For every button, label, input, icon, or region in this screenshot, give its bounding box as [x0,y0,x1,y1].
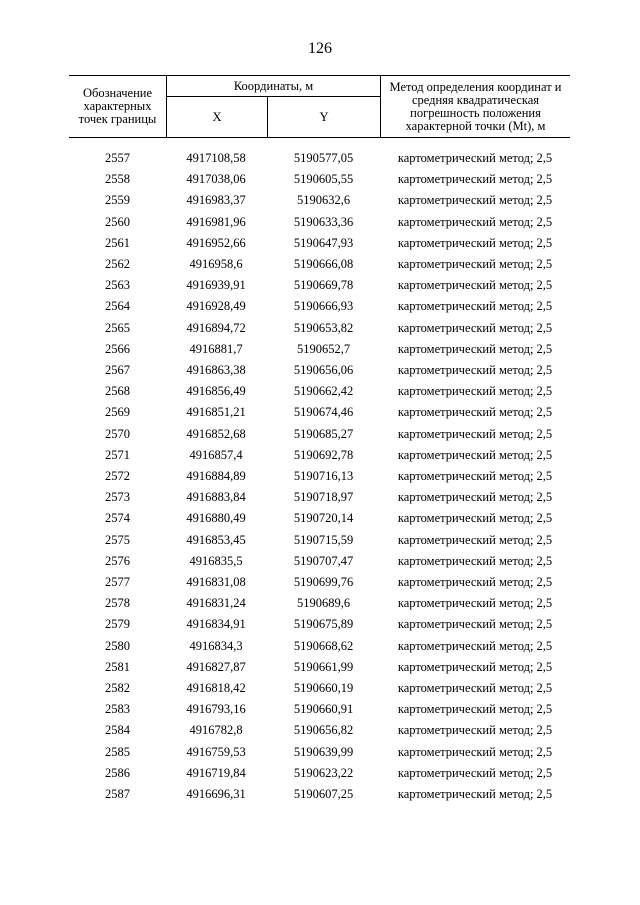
table-row [0,212,640,233]
table-row [0,593,640,614]
point-id-cell: 2571 [105,447,130,462]
table-row [0,254,640,275]
method-cell: картометрический метод; 2,5 [397,511,553,526]
x-coordinate-cell: 4916793,16 [186,702,246,717]
method-cell: картометрический метод; 2,5 [397,447,553,462]
point-id-cell: 2578 [105,596,130,611]
header-divider [166,76,167,137]
y-coordinate-cell: 5190707,47 [293,553,354,568]
y-coordinate-cell: 5190647,93 [293,235,354,250]
point-id-cell: 2557 [105,151,130,165]
y-coordinate-cell: 5190653,82 [293,320,354,335]
x-coordinate-cell: 4916983,37 [186,193,246,208]
method-cell: картометрический метод; 2,5 [397,723,553,738]
table-row [0,466,640,487]
method-cell: картометрический метод; 2,5 [397,257,553,271]
point-id-cell: 2584 [105,723,130,738]
table-row [0,678,640,699]
y-coordinate-cell: 5190605,55 [293,172,354,187]
x-coordinate-cell: 4916880,49 [186,511,246,526]
y-coordinate-cell: 5190577,05 [293,151,354,165]
table-row [0,742,640,763]
table-row [0,487,640,508]
point-id-cell: 2572 [105,469,130,483]
y-coordinate-cell: 5190669,78 [293,278,354,293]
point-id-cell: 2563 [105,278,130,293]
table-row [0,699,640,720]
point-id-cell: 2574 [105,511,130,526]
page-number: 126 [308,40,332,57]
x-coordinate-cell: 4916928,49 [186,299,246,314]
point-id-cell: 2569 [105,405,130,420]
y-coordinate-cell: 5190692,78 [293,447,354,462]
x-coordinate-cell: 4916958,6 [189,257,243,271]
method-cell: картометрический метод; 2,5 [397,426,553,441]
x-coordinate-cell: 4917108,58 [186,151,246,165]
table-row [0,402,640,423]
x-coordinate-cell: 4916851,21 [186,405,246,420]
method-cell: картометрический метод; 2,5 [397,341,553,356]
point-id-cell: 2564 [105,299,130,314]
point-id-cell: 2579 [105,617,130,632]
y-coordinate-cell: 5190718,97 [293,490,354,505]
table-row [0,339,640,360]
method-cell: картометрический метод; 2,5 [397,617,553,632]
method-cell: картометрический метод; 2,5 [397,151,553,165]
y-coordinate-cell: 5190623,22 [293,765,354,780]
x-coordinate-cell: 4916835,5 [189,553,243,568]
x-coordinate-cell: 4916782,8 [189,723,243,738]
x-coordinate-cell: 4916853,45 [186,532,246,547]
table-row [0,720,640,741]
x-coordinate-cell: 4916856,49 [186,384,246,399]
method-cell: картометрический метод; 2,5 [397,532,553,547]
point-id-cell: 2583 [105,702,130,717]
method-cell: картометрический метод; 2,5 [397,172,553,187]
method-cell: картометрический метод; 2,5 [397,235,553,250]
header-point-designation: Обозначение характерных точек границы [78,86,157,126]
y-coordinate-cell: 5190607,25 [293,787,354,801]
method-cell: картометрический метод; 2,5 [397,299,553,314]
table-row [0,233,640,254]
x-coordinate-cell: 4916696,31 [186,787,246,801]
x-coordinate-cell: 4916852,68 [186,426,246,441]
method-cell: картометрический метод; 2,5 [397,363,553,377]
x-coordinate-cell: 4916884,89 [186,469,246,483]
x-coordinate-cell: 4916719,84 [186,765,246,780]
x-coordinate-cell: 4916939,91 [186,278,246,293]
y-coordinate-cell: 5190632,6 [296,193,351,208]
point-id-cell: 2587 [105,787,130,801]
y-coordinate-cell: 5190639,99 [293,744,354,759]
x-coordinate-cell: 4916981,96 [186,214,246,229]
table-row [0,360,640,381]
x-coordinate-cell: 4916883,84 [186,490,246,505]
point-id-cell: 2586 [105,765,130,780]
y-coordinate-cell: 5190668,62 [293,638,354,653]
method-cell: картометрический метод; 2,5 [397,765,553,780]
x-coordinate-cell: 4916834,3 [189,638,243,653]
y-coordinate-cell: 5190720,14 [293,511,354,526]
x-coordinate-cell: 4916881,7 [189,341,243,356]
y-coordinate-cell: 5190661,99 [293,659,354,674]
point-id-cell: 2568 [105,384,130,399]
x-coordinate-cell: 4916831,24 [186,596,246,611]
y-coordinate-cell: 5190660,91 [293,702,354,717]
header-method: Метод определения координат и средняя квадратическая погрешность положения характерной точки (Mt), м [389,79,562,133]
method-cell: картометрический метод; 2,5 [397,638,553,653]
point-id-cell: 2576 [105,553,130,568]
x-coordinate-cell: 4916759,53 [186,744,246,759]
method-cell: картометрический метод; 2,5 [397,575,553,589]
header-divider [267,96,268,137]
header-divider [167,96,380,97]
table-row [0,275,640,296]
method-cell: картометрический метод; 2,5 [397,469,553,483]
table-row [0,381,640,402]
table-row [0,190,640,211]
method-cell: картометрический метод; 2,5 [397,553,553,568]
method-cell: картометрический метод; 2,5 [397,681,553,695]
table-row [0,508,640,529]
y-coordinate-cell: 5190685,27 [293,426,354,441]
method-cell: картометрический метод; 2,5 [397,744,553,759]
y-coordinate-cell: 5190656,82 [293,723,354,738]
method-cell: картометрический метод; 2,5 [397,214,553,229]
table-row [0,148,640,169]
method-cell: картометрический метод; 2,5 [397,278,553,293]
point-id-cell: 2580 [105,638,130,653]
x-coordinate-cell: 4916827,87 [186,659,246,674]
method-cell: картометрический метод; 2,5 [397,787,553,801]
y-coordinate-cell: 5190656,06 [293,363,354,377]
x-coordinate-cell: 4916818,42 [186,681,246,695]
point-id-cell: 2562 [105,257,130,271]
y-coordinate-cell: 5190716,13 [293,469,354,483]
y-coordinate-cell: 5190689,6 [296,596,351,611]
table-row [0,763,640,784]
point-id-cell: 2575 [105,532,130,547]
x-coordinate-cell: 4916857,4 [189,447,243,462]
point-id-cell: 2567 [105,363,130,377]
y-coordinate-cell: 5190652,7 [296,341,351,356]
point-id-cell: 2561 [105,235,130,250]
point-id-cell: 2565 [105,320,130,335]
header-x: X [212,109,222,124]
table-header [69,75,570,138]
y-coordinate-cell: 5190715,59 [293,532,354,547]
table-row [0,614,640,635]
point-id-cell: 2573 [105,490,130,505]
point-id-cell: 2585 [105,744,130,759]
table-row [0,445,640,466]
point-id-cell: 2582 [105,681,130,695]
method-cell: картометрический метод; 2,5 [397,490,553,505]
y-coordinate-cell: 5190675,89 [293,617,354,632]
y-coordinate-cell: 5190666,08 [293,257,354,271]
method-cell: картометрический метод; 2,5 [397,596,553,611]
x-coordinate-cell: 4916834,91 [186,617,246,632]
point-id-cell: 2559 [105,193,130,208]
y-coordinate-cell: 5190699,76 [293,575,354,589]
y-coordinate-cell: 5190674,46 [293,405,354,420]
table-row [0,784,640,805]
table-row [0,424,640,445]
x-coordinate-cell: 4916952,66 [186,235,246,250]
method-cell: картометрический метод; 2,5 [397,320,553,335]
header-y: Y [319,109,329,124]
y-coordinate-cell: 5190633,36 [293,214,354,229]
table-row [0,530,640,551]
table-row [0,572,640,593]
point-id-cell: 2560 [105,214,130,229]
point-id-cell: 2577 [105,575,130,589]
x-coordinate-cell: 4916894,72 [186,320,246,335]
y-coordinate-cell: 5190662,42 [293,384,354,399]
point-id-cell: 2581 [105,659,130,674]
method-cell: картометрический метод; 2,5 [397,659,553,674]
table-row [0,296,640,317]
point-id-cell: 2558 [105,172,130,187]
header-divider [380,76,381,137]
y-coordinate-cell: 5190666,93 [293,299,354,314]
point-id-cell: 2566 [105,341,130,356]
x-coordinate-cell: 4917038,06 [186,172,246,187]
table-row [0,169,640,190]
header-coordinates: Координаты, м [233,78,314,93]
x-coordinate-cell: 4916831,08 [186,575,246,589]
table-row [0,551,640,572]
table-row [0,657,640,678]
method-cell: картометрический метод; 2,5 [397,384,553,399]
table-row [0,636,640,657]
method-cell: картометрический метод; 2,5 [397,193,553,208]
method-cell: картометрический метод; 2,5 [397,702,553,717]
y-coordinate-cell: 5190660,19 [293,681,354,695]
x-coordinate-cell: 4916863,38 [186,363,246,377]
table-row [0,318,640,339]
point-id-cell: 2570 [105,426,130,441]
method-cell: картометрический метод; 2,5 [397,405,553,420]
